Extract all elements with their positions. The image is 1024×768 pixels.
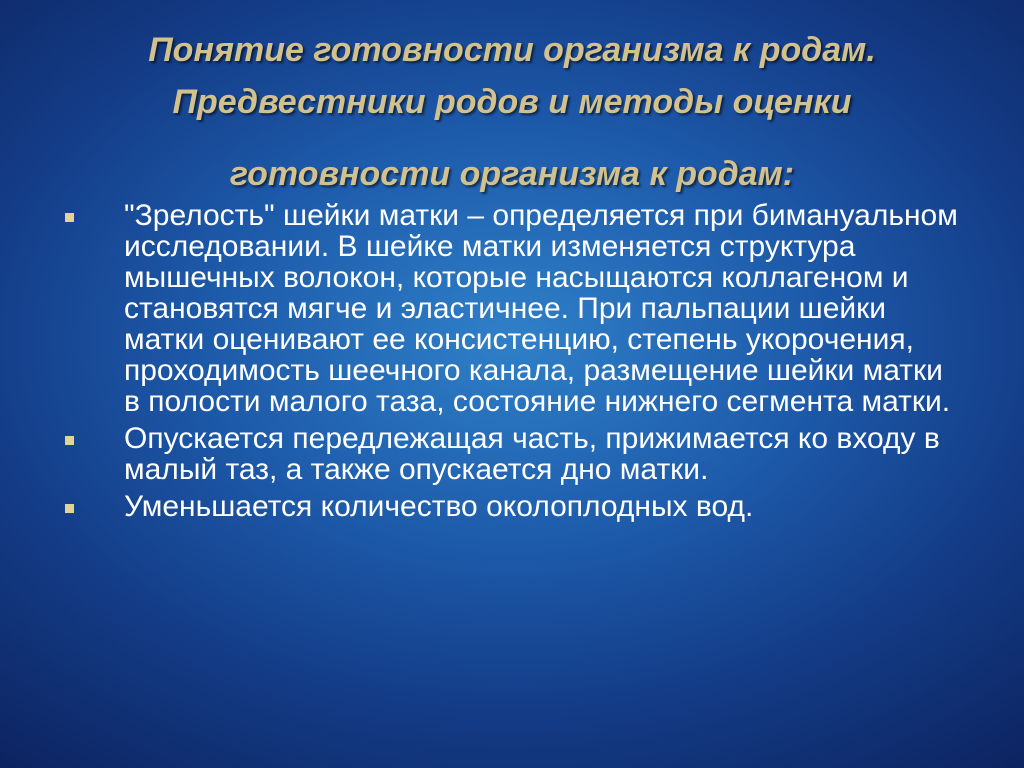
bullet-text: Опускается передлежащая часть, прижимается ко входу в малый таз, а также опускается дно матки.	[124, 422, 940, 486]
bullet-item-cervix-maturity	[62, 200, 962, 417]
title-line-3: готовности организма к родам:	[229, 155, 795, 193]
bullet-item-amniotic-fluid	[62, 491, 962, 522]
title-line-1: Понятие готовности организма к родам.	[148, 31, 876, 69]
bullet-text: Уменьшается количество околоплодных вод.	[124, 490, 754, 523]
square-bullet-icon	[65, 436, 74, 445]
bullet-item-presenting-part	[62, 423, 962, 485]
title-line-2: Предвестники родов и методы оценки	[172, 83, 852, 121]
bullet-list	[62, 200, 962, 528]
bullet-text: "Зрелость" шейки матки – определяется при бимануальном исследовании. В шейке матки изменяется структура мышечных волокон, которые насыщаются коллагеном и становятся мягче и эластичнее. При пальпации шейки матки оценивают ее консистенцию, степень укорочения, проходимость шеечного канала, размещение шейки матки в полости малого таза, состояние нижнего сегмента матки.	[124, 199, 958, 418]
slide-title	[70, 24, 954, 200]
square-bullet-icon	[65, 504, 74, 513]
square-bullet-icon	[65, 213, 74, 222]
